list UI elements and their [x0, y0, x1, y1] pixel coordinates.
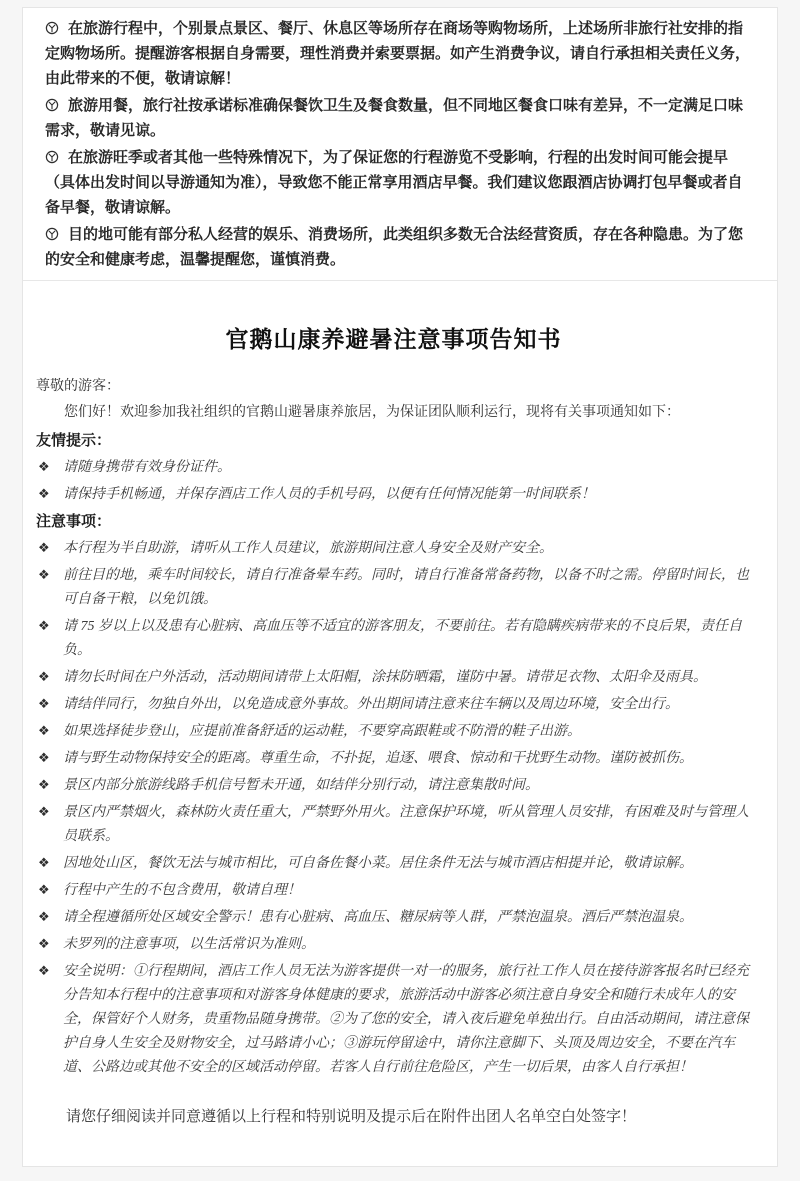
tips-heading: 友情提示： — [36, 432, 112, 449]
note-item — [36, 906, 751, 930]
notes-list — [36, 537, 751, 1080]
section-divider — [23, 280, 777, 281]
tips-list — [36, 456, 751, 507]
note-item — [36, 666, 751, 690]
diamond-bullet-icon: ❖ — [38, 670, 50, 685]
note-item — [36, 720, 751, 744]
pre-note-paragraph — [34, 16, 753, 91]
note-text: 本行程为半自助游，请听从工作人员建议，旅游期间注意人身安全及财产安全。 — [63, 541, 553, 556]
notice-section — [23, 321, 777, 1166]
note-text: 请 75 岁以上以及患有心脏病、高血压等不适宜的游客朋友，不要前往。若有隐瞒疾病带来的不良后果，责任自负。 — [63, 619, 742, 658]
notes-heading: 注意事项： — [36, 513, 112, 530]
note-text: 景区内部分旅游线路手机信号暂未开通，如结伴分别行动，请注意集散时间。 — [63, 778, 539, 793]
pre-departure-notes-section — [23, 8, 777, 280]
pre-note-text: 在旅游行程中，个别景点景区、餐厅、休息区等场所存在商场等购物场所，上述场所非旅行社安排的指定购物场所。提醒游客根据自身需要，理性消费并索要票据。如产生消费争议，请自行承担相关责任义务，由此带来的不便，敬请谅解！ — [45, 20, 751, 87]
clock-icon — [45, 98, 59, 112]
diamond-bullet-icon: ❖ — [38, 460, 50, 475]
diamond-bullet-icon: ❖ — [38, 619, 50, 634]
note-text: 前往目的地，乘车时间较长，请自行准备晕车药。同时，请自行准备常备药物，以备不时之需。停留时间长，也可自备干粮，以免饥饿。 — [63, 568, 749, 607]
pre-note-paragraph — [34, 222, 753, 272]
note-text: 请与野生动物保持安全的距离。尊重生命，不扑捉，追逐、喂食、惊动和干扰野生动物。谨防被抓伤。 — [63, 751, 693, 766]
note-item — [36, 693, 751, 717]
note-text: 未罗列的注意事项，以生活常识为准则。 — [63, 937, 315, 952]
diamond-bullet-icon: ❖ — [38, 937, 50, 952]
note-text: 因地处山区，餐饮无法与城市相比，可自备佐餐小菜。居住条件无法与城市酒店相提并论，敬请谅解。 — [63, 856, 693, 871]
clock-icon — [45, 227, 59, 241]
pre-note-paragraph — [34, 93, 753, 143]
diamond-bullet-icon: ❖ — [38, 724, 50, 739]
diamond-bullet-icon: ❖ — [38, 910, 50, 925]
document-page — [22, 7, 778, 1167]
clock-icon — [45, 21, 59, 35]
pre-note-text: 在旅游旺季或者其他一些特殊情况下，为了保证您的行程游览不受影响，行程的出发时间可能会提早（具体出发时间以导游通知为准），导致您不能正常享用酒店早餐。我们建议您跟酒店协调打包早餐或者自备早餐，敬请谅解。 — [45, 149, 743, 216]
pre-note-paragraph — [34, 145, 753, 220]
note-item — [36, 879, 751, 903]
note-item — [36, 774, 751, 798]
diamond-bullet-icon: ❖ — [38, 778, 50, 793]
diamond-bullet-icon: ❖ — [38, 487, 50, 502]
pre-note-text: 目的地可能有部分私人经营的娱乐、消费场所，此类组织多数无合法经营资质，存在各种隐患。为了您的安全和健康考虑，温馨提醒您，谨慎消费。 — [45, 226, 744, 268]
note-item — [36, 852, 751, 876]
note-text: 行程中产生的不包含费用，敬请自理！ — [63, 883, 301, 898]
diamond-bullet-icon: ❖ — [38, 541, 50, 556]
pre-note-text: 旅游用餐，旅行社按承诺标准确保餐饮卫生及餐食数量，但不同地区餐食口味有差异，不一定满足口味需求，敬请见谅。 — [45, 97, 744, 139]
tip-text: 请随身携带有效身份证件。 — [63, 460, 231, 475]
diamond-bullet-icon: ❖ — [38, 883, 50, 898]
clock-icon — [45, 150, 59, 164]
note-text: 请结伴同行，勿独自外出，以免造成意外事故。外出期间请注意来往车辆以及周边环境，安全出行。 — [63, 697, 679, 712]
page-title: 官鹅山康养避暑注意事项告知书 — [225, 326, 562, 352]
diamond-bullet-icon: ❖ — [38, 568, 50, 583]
diamond-bullet-icon: ❖ — [38, 964, 50, 979]
tip-item — [36, 483, 751, 507]
note-text: 请全程遵循所处区域安全警示！患有心脏病、高血压、糖尿病等人群，严禁泡温泉。酒后严禁泡温泉。 — [63, 910, 693, 925]
note-text: 请勿长时间在户外活动，活动期间请带上太阳帽，涂抹防晒霜，谨防中暑。请带足衣物、太阳伞及雨具。 — [63, 670, 707, 685]
note-item — [36, 564, 751, 612]
note-item — [36, 747, 751, 771]
tip-text: 请保持手机畅通，并保存酒店工作人员的手机号码，以便有任何情况能第一时间联系！ — [63, 487, 595, 502]
note-item — [36, 960, 751, 1080]
note-item — [36, 537, 751, 561]
note-item — [36, 933, 751, 957]
diamond-bullet-icon: ❖ — [38, 751, 50, 766]
diamond-bullet-icon: ❖ — [38, 805, 50, 820]
greeting-paragraph: 您们好！欢迎参加我社组织的官鹅山避暑康养旅居，为保证团队顺利运行，现将有关事项通知如下： — [64, 403, 680, 419]
note-text: 安全说明：①行程期间，酒店工作人员无法为游客提供一对一的服务，旅行社工作人员在接待游客报名时已经充分告知本行程中的注意事项和对游客身体健康的要求，旅游活动中游客必须注意自身安全和随行未成年人的安全，保管好个人财务，贵重物品随身携带。②为了您的安全，请入夜后避免单独出行。自由活动期间，请注意保护自身人生安全及财物安全，过马路请小心；③游玩停留途中，请你注意脚下、头顶及周边安全，不要在汽车道、公路边或其他不安全的区域活动停留。若客人自行前往危险区，产生一切后果，由客人自行承担！ — [63, 964, 749, 1075]
diamond-bullet-icon: ❖ — [38, 856, 50, 871]
salutation: 尊敬的游客： — [36, 377, 120, 393]
note-text: 景区内严禁烟火，森林防火责任重大，严禁野外用火。注意保护环境，听从管理人员安排，有困难及时与管理人员联系。 — [63, 805, 749, 844]
tip-item — [36, 456, 751, 480]
diamond-bullet-icon: ❖ — [38, 697, 50, 712]
note-item — [36, 615, 751, 663]
note-text: 如果选择徒步登山，应提前准备舒适的运动鞋，不要穿高跟鞋或不防滑的鞋子出游。 — [63, 724, 581, 739]
closing-statement: 请您仔细阅读并同意遵循以上行程和特别说明及提示后在附件出团人名单空白处签字！ — [66, 1108, 637, 1125]
note-item — [36, 801, 751, 849]
